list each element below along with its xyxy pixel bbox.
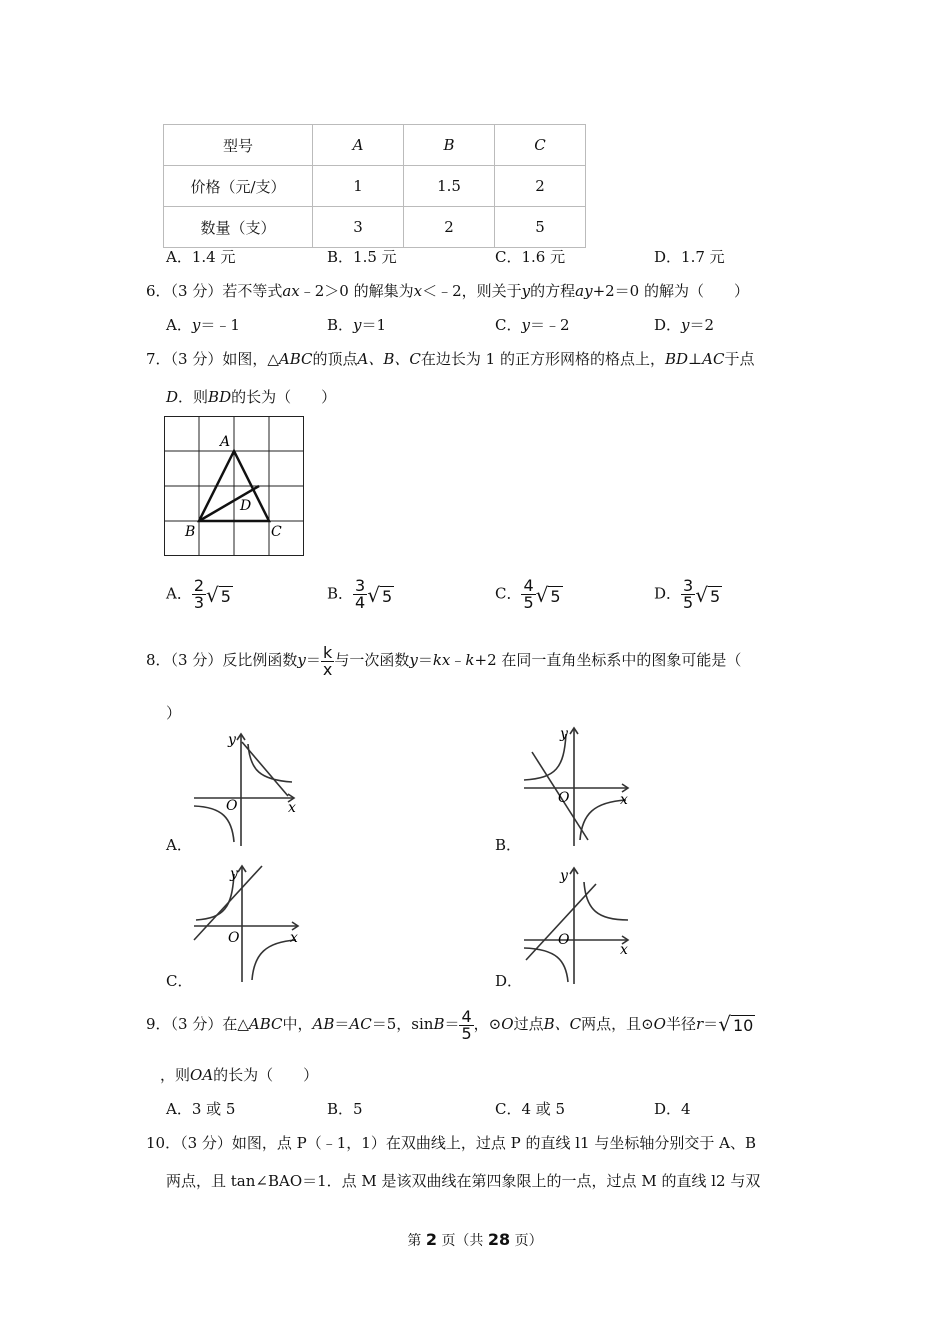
text: 页（共 xyxy=(441,1233,484,1249)
x-axis-label: x xyxy=(288,800,296,816)
q9-option-b: B．5 xyxy=(327,1100,363,1118)
text: ＜﹣2，则关于 xyxy=(422,282,522,300)
table-cell: 1.5 xyxy=(404,166,495,207)
q8-stem-close: ） xyxy=(166,704,182,722)
table-cell: B xyxy=(404,125,495,166)
text: ＝ xyxy=(417,651,433,669)
var: BD xyxy=(664,350,689,368)
q8-stem xyxy=(146,638,741,682)
denominator: 4 xyxy=(355,593,366,612)
var: O xyxy=(501,1015,514,1033)
label: C． xyxy=(495,316,522,334)
var: y xyxy=(681,316,690,334)
text: 中， xyxy=(282,1015,313,1033)
q5-option-d: D．1.7 元 xyxy=(654,248,725,266)
label: A． xyxy=(166,316,192,334)
table-cell: C xyxy=(495,125,586,166)
vertex-label-a: A xyxy=(220,434,231,450)
table-cell: 型号 xyxy=(164,125,313,166)
text: 与一次函数 xyxy=(334,651,410,669)
numerator: 4 xyxy=(461,1006,472,1026)
q8-option-c: C． xyxy=(166,972,193,990)
radicand: 5 xyxy=(220,586,231,606)
table-cell: 1 xyxy=(313,166,404,207)
denominator: 5 xyxy=(523,593,534,612)
q7-option-b xyxy=(327,578,394,611)
label: A． xyxy=(166,584,192,603)
numerator: k xyxy=(321,645,334,662)
fraction xyxy=(459,1006,473,1043)
var: AC xyxy=(349,1015,372,1033)
text: 的长为（ ） xyxy=(231,388,337,406)
text: ﹣ xyxy=(450,651,466,669)
table-row xyxy=(164,207,586,248)
q8-option-a: A． xyxy=(166,836,192,854)
q6-option-a xyxy=(166,314,240,335)
var: ABC xyxy=(278,350,313,368)
var: y xyxy=(297,651,306,669)
table-cell: 5 xyxy=(495,207,586,248)
text: 7．（3 分）如图，△ xyxy=(146,350,279,368)
text: ＝5，sin xyxy=(371,1015,434,1033)
text: 的顶点 xyxy=(312,350,358,368)
text: 半径 xyxy=(665,1015,696,1033)
radical: √ 5 xyxy=(206,582,231,607)
var: ax xyxy=(282,282,300,300)
q10-stem-line1: 10．（3 分）如图，点 P（﹣1，1）在双曲线上，过点 P 的直线 l1 与坐标轴分别交于 A、B xyxy=(146,1134,756,1152)
q6-option-d xyxy=(654,314,714,335)
label: D． xyxy=(654,584,682,603)
q9-stem-line2 xyxy=(160,1064,318,1085)
text: 的方程 xyxy=(530,282,576,300)
q8-option-d: D． xyxy=(495,972,523,990)
radical: √ 10 xyxy=(718,1012,754,1036)
text: 于点 xyxy=(724,350,755,368)
text: 在边长为 1 的正方形网格的格点上， xyxy=(420,350,665,368)
q10-stem-line2: 两点，且 tan∠BAO＝1．点 M 是该双曲线在第四象限上的一点，过点 M 的直线 l2 与双 xyxy=(166,1172,761,1190)
radical: √ 5 xyxy=(535,582,561,607)
text: ＝﹣1 xyxy=(200,316,240,334)
table-cell: 2 xyxy=(495,166,586,207)
text: ＝﹣2 xyxy=(529,316,570,334)
text: ＝ xyxy=(444,1015,460,1033)
var: AC xyxy=(702,350,725,368)
radicand: 5 xyxy=(550,586,561,606)
text: 第 xyxy=(407,1233,422,1249)
var: y xyxy=(353,316,362,334)
q6-option-b xyxy=(327,314,386,335)
var: ay xyxy=(575,282,593,300)
label: C． xyxy=(495,584,522,603)
q8-graph-d xyxy=(522,864,634,986)
text: +2 在同一直角坐标系中的图象可能是（ xyxy=(474,651,742,669)
var: ABC xyxy=(248,1015,283,1033)
var: O xyxy=(653,1015,666,1033)
var: y xyxy=(521,282,531,300)
denominator: 5 xyxy=(683,593,694,612)
table-header-row xyxy=(164,125,586,166)
q9-option-d: D．4 xyxy=(654,1100,691,1118)
origin-label: O xyxy=(558,790,570,806)
label: B． xyxy=(327,316,354,334)
radical: √ 5 xyxy=(695,582,721,607)
denominator: x xyxy=(322,659,333,679)
vertex-label-b: B xyxy=(185,524,196,540)
var: A、B、C xyxy=(357,350,421,368)
numerator: 3 xyxy=(355,576,366,595)
var: r xyxy=(696,1015,704,1033)
text: ＝ xyxy=(703,1015,719,1033)
var: B xyxy=(433,1015,445,1033)
q7-stem-line1 xyxy=(146,348,754,369)
text: 页） xyxy=(514,1233,543,1249)
fraction xyxy=(681,578,695,611)
x-axis-label: x xyxy=(290,930,298,946)
numerator: 3 xyxy=(683,576,694,595)
text: ＝2 xyxy=(689,316,715,334)
radical: √ 5 xyxy=(367,582,393,607)
radicand: 5 xyxy=(381,586,393,606)
y-axis-label: y xyxy=(230,866,238,882)
x-axis-label: x xyxy=(620,792,628,808)
var: D xyxy=(166,388,179,406)
q6-stem xyxy=(146,280,749,301)
y-axis-label: y xyxy=(228,732,236,748)
text: 的长为（ ） xyxy=(213,1066,319,1084)
text: 6．（3 分）若不等式 xyxy=(146,282,283,300)
q6-option-c xyxy=(495,314,570,335)
q5-option-a: A．1.4 元 xyxy=(166,248,236,266)
label: B． xyxy=(327,584,354,603)
page-total: 28 xyxy=(487,1230,511,1249)
text: ⊥ xyxy=(688,350,703,368)
text: 两点，且⊙ xyxy=(581,1015,654,1033)
q5-option-c: C．1.6 元 xyxy=(495,248,566,266)
table-cell: A xyxy=(313,125,404,166)
var: B、C xyxy=(543,1015,582,1033)
q9-stem xyxy=(146,1002,755,1048)
var: y xyxy=(521,316,530,334)
q8-graph-b xyxy=(522,724,634,848)
fraction xyxy=(353,578,367,611)
radicand: 10 xyxy=(732,1016,754,1035)
text: ﹣2＞0 的解集为 xyxy=(299,282,414,300)
text: ，则 xyxy=(160,1066,191,1084)
text: 8．（3 分）反比例函数 xyxy=(146,651,298,669)
q7-stem-line2 xyxy=(166,386,336,407)
q5-option-b: B．1.5 元 xyxy=(327,248,397,266)
var: BD xyxy=(208,388,232,406)
var: kx xyxy=(432,651,451,669)
numerator: 4 xyxy=(523,576,534,595)
y-axis-label: y xyxy=(560,868,568,884)
text: ＝ xyxy=(334,1015,350,1033)
y-axis-label: y xyxy=(560,726,568,742)
q7-option-c xyxy=(495,578,563,611)
origin-label: O xyxy=(558,932,570,948)
q9-option-c: C．4 或 5 xyxy=(495,1100,566,1118)
table-row xyxy=(164,166,586,207)
text: ＝ xyxy=(305,651,321,669)
var: x xyxy=(413,282,423,300)
table-cell: 2 xyxy=(404,207,495,248)
q7-option-d xyxy=(654,578,722,611)
vertex-label-d: D xyxy=(240,498,252,514)
q7-grid-figure xyxy=(164,416,306,558)
denominator: 3 xyxy=(193,593,205,612)
q9-option-a: A．3 或 5 xyxy=(166,1100,236,1118)
text: +2＝0 的解为（ ） xyxy=(592,282,749,300)
var: y xyxy=(409,651,418,669)
page-footer xyxy=(0,1230,950,1250)
fraction xyxy=(192,578,206,611)
table-cell: 数量（支） xyxy=(164,207,313,248)
q8-graph-a xyxy=(192,730,302,848)
text: ．则 xyxy=(178,388,209,406)
x-axis-label: x xyxy=(620,942,628,958)
page-number: 2 xyxy=(425,1230,437,1249)
origin-label: O xyxy=(228,930,240,946)
text: ＝1 xyxy=(361,316,387,334)
var: k xyxy=(465,651,475,669)
fraction xyxy=(521,578,535,611)
q7-option-a xyxy=(166,578,233,611)
q8-graph-c xyxy=(192,862,304,984)
var: OA xyxy=(190,1066,214,1084)
origin-label: O xyxy=(226,798,238,814)
denominator: 5 xyxy=(461,1023,472,1043)
text: 9．（3 分）在△ xyxy=(146,1015,249,1033)
text: 过点 xyxy=(513,1015,544,1033)
text: ，⊙ xyxy=(473,1015,502,1033)
var: y xyxy=(191,316,201,334)
table-cell: 3 xyxy=(313,207,404,248)
var: AB xyxy=(312,1015,335,1033)
vertex-label-c: C xyxy=(271,524,282,540)
numerator: 2 xyxy=(193,576,205,595)
table-cell: 价格（元/支） xyxy=(164,166,313,207)
radicand: 5 xyxy=(709,586,721,606)
q8-option-b: B． xyxy=(495,836,522,854)
price-table xyxy=(163,124,586,248)
fraction xyxy=(321,642,334,679)
label: D． xyxy=(654,316,682,334)
